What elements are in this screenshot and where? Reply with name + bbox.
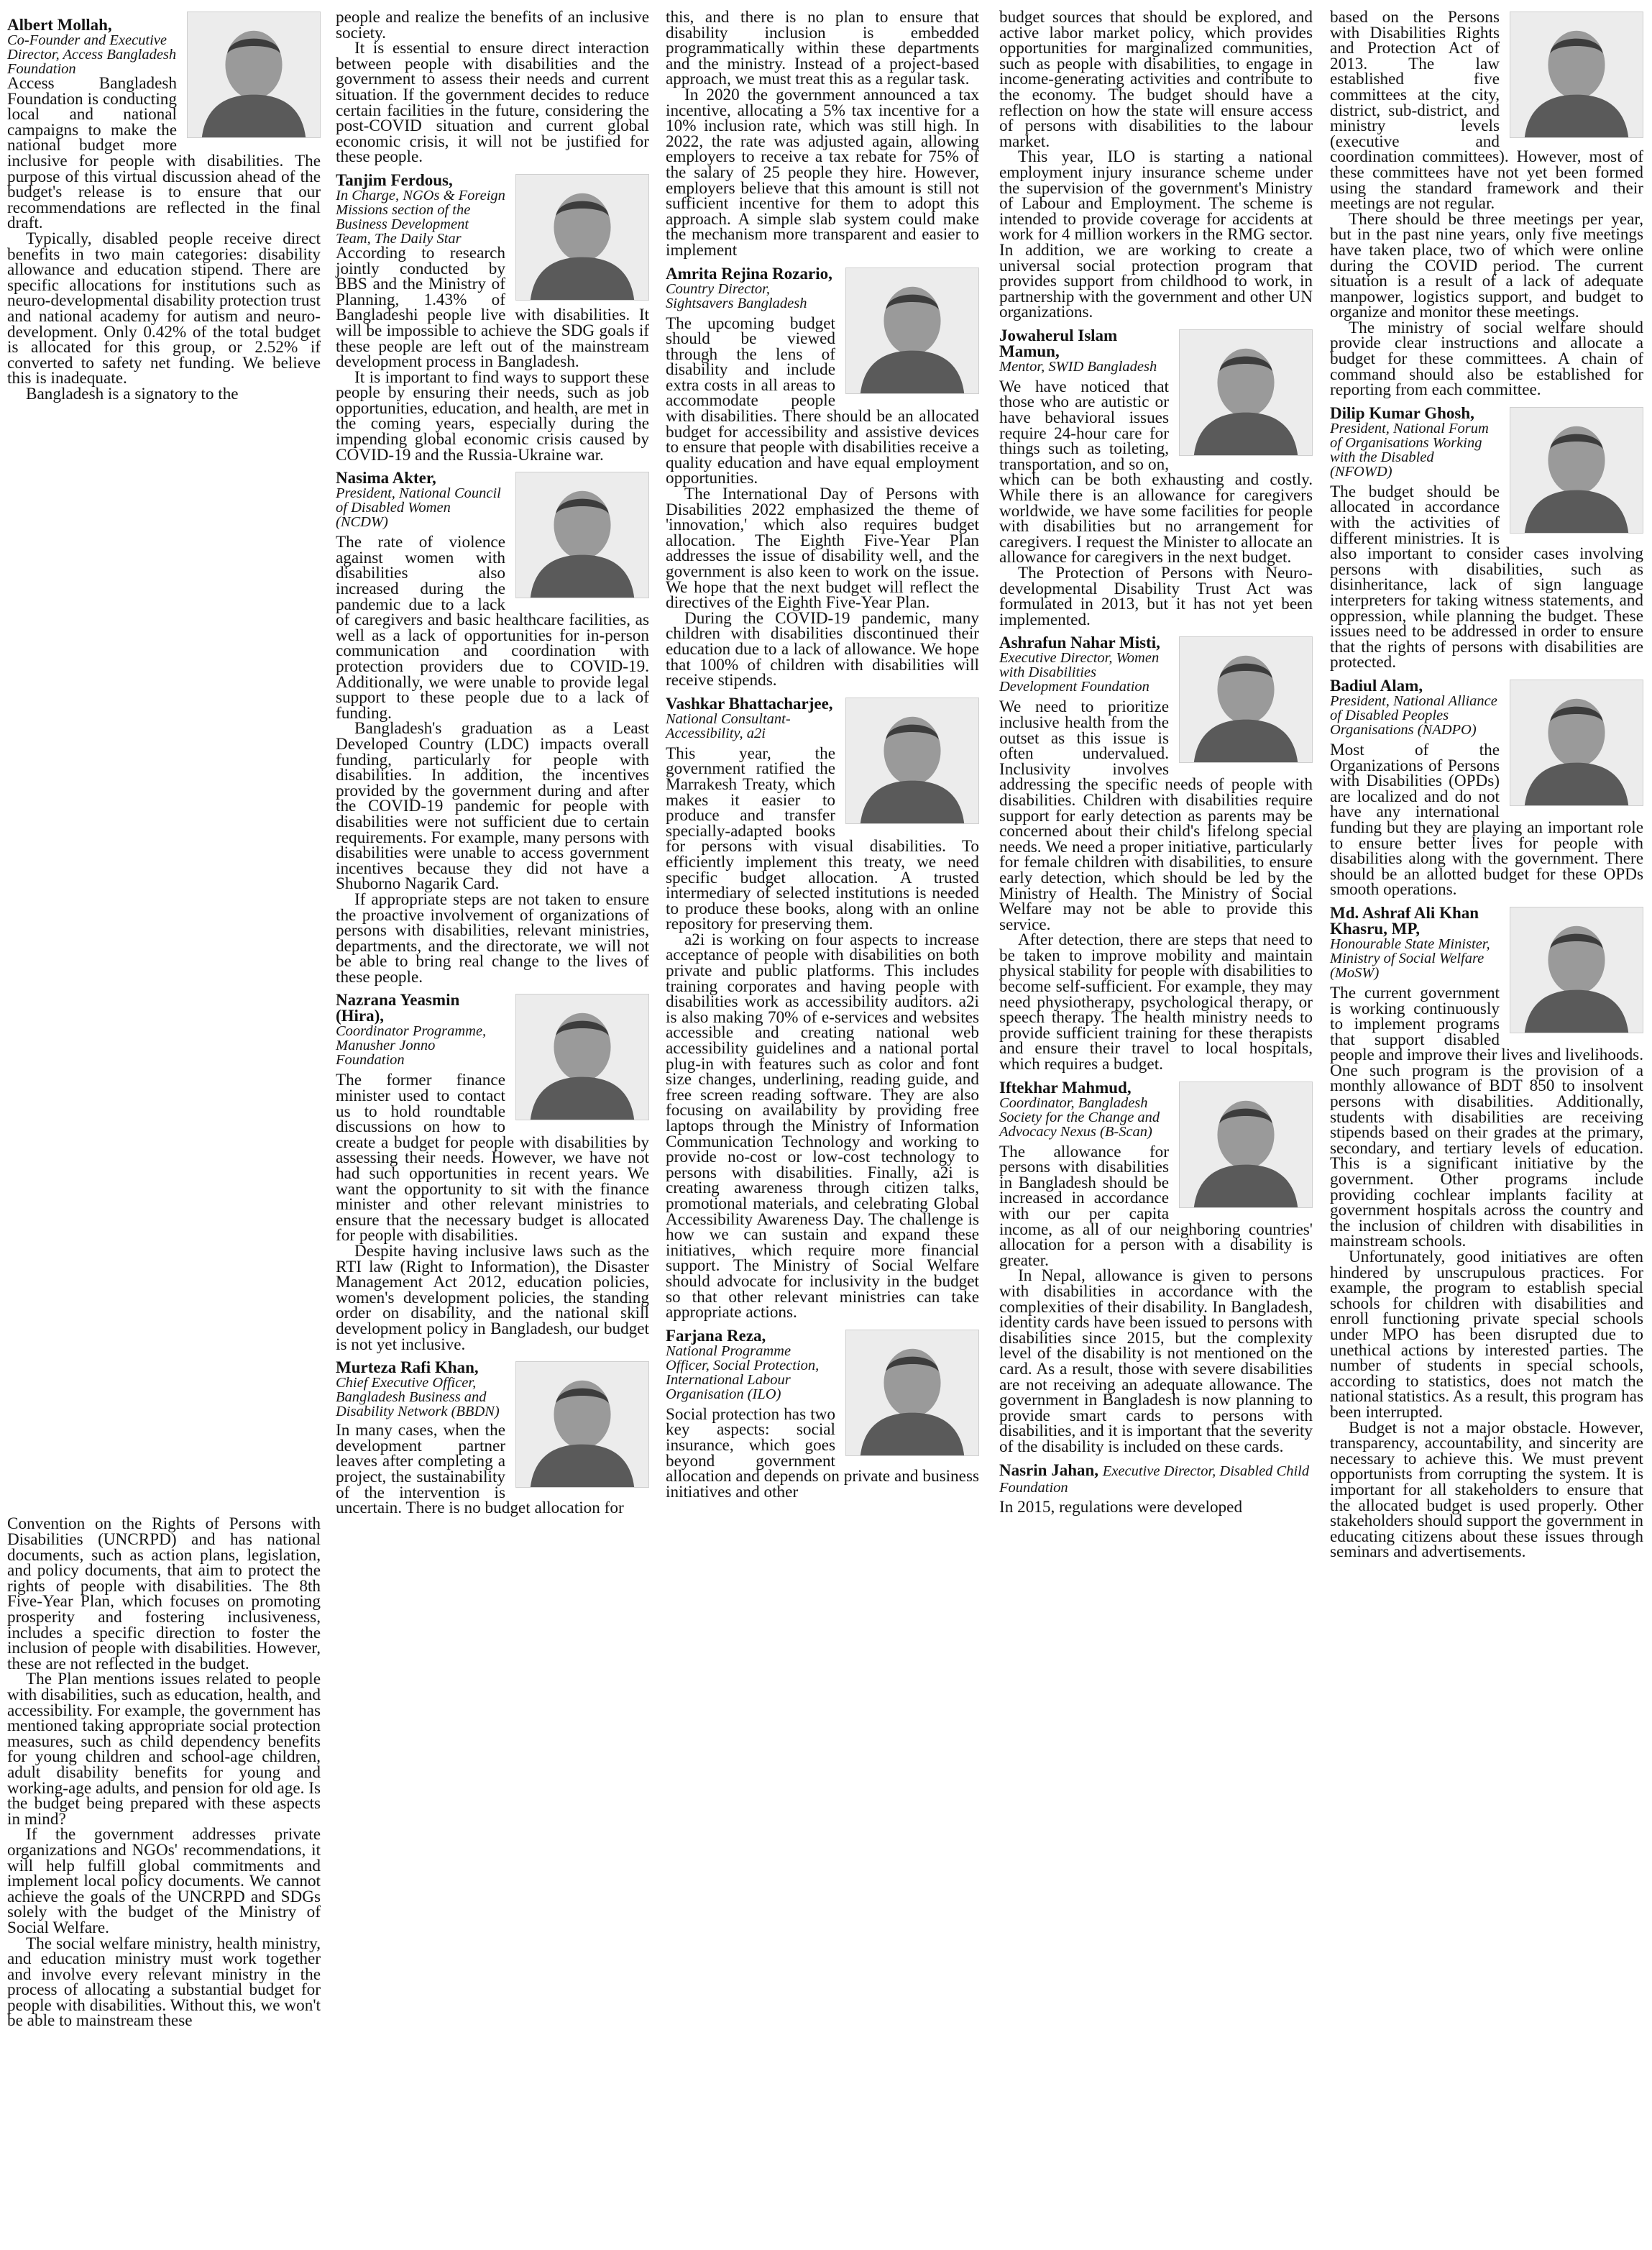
speaker-name: Md. Ashraf Ali Khan Khasru, MP, (1330, 903, 1479, 938)
speaker-role: Chief Executive Officer, Bangladesh Business and Disability Network (BBDN) (336, 1375, 500, 1420)
speaker-role: Country Director, Sightsavers Bangladesh (666, 280, 807, 311)
portrait-photo-amrita-rejina-rozario (845, 267, 979, 394)
column-3 (666, 10, 979, 1500)
paragraph: According to research jointly conducted by BBS and the Ministry of Planning, 1.43% of Bangladeshi people live with disabilities. It will be impossible to achieve the SDG goals if these people are left out of the mainstream development process in Bangladesh. (336, 243, 649, 372)
paragraph: The ministry of social welfare should provide clear instructions and allocate a budget for these committees. A chain of command should also be established for reporting from each committee. (1330, 318, 1643, 400)
paragraph: people and realize the benefits of an inclusive society. (336, 8, 649, 42)
speaker-name: Jowaherul Islam Mamun, (999, 326, 1118, 360)
portrait-photo-nasima-akter (515, 472, 649, 598)
paragraph: There should be three meetings per year, but in the past nine years, only five meetings have taken place, two of which were online during the COVID period. The current situation is a result of a lack of adequate manpower, logistics support, and budget to organize and monitor these meetings. (1330, 209, 1643, 322)
paragraph: Despite having inclusive laws such as the RTI law (Right to Information), the Disaster Management Act 2012, education policies, women's development policies, the standing order on disability, and the national skill development policy in Bangladesh, our budget is not yet inclusive. (336, 1242, 649, 1354)
portrait-photo-murteza-rafi-khan (515, 1361, 649, 1488)
paragraph: The Protection of Persons with Neuro-developmental Disability Trust Act was formulated in 2013, but it has not yet been implemented. (999, 564, 1313, 629)
portrait-photo-unnamed-speaker (1510, 12, 1643, 138)
paragraph: In 2020 the government announced a tax incentive, allocating a 5% tax incentive for a 10% inclusion rate, which was still high. In 2022, the rate was adjusted again, allowing employers to receive a tax rebate for 75% of the salary of 25 people they hire. However, employers believe that this amount is still not sufficient incentive for them to adopt this approach. A simple slab system could make the mechanism more transparent and easier to implement (666, 85, 979, 260)
paragraph: The current government is working continuously to implement programs that support disabled people and improve their lives and livelihoods. One such program is the provision of a monthly allowance of BDT 850 to insolvent persons with disabilities. Additionally, students with disabilities are receiving stipends based on their grades at the primary, secondary, and tertiary levels of education. This is a significant initiative by the government. Other programs include providing cochlear implants facility at government hospitals across the country and the inclusion of children with disabilities in mainstream schools. (1330, 983, 1643, 1251)
speaker-name: Farjana Reza, (666, 1326, 766, 1345)
speaker-role: National Consultant-Accessibility, a2i (666, 710, 791, 741)
paragraph: this, and there is no plan to ensure that disability inclusion is embedded programmatically within these departments and the ministry. Instead of a project-based approach, we must treat this as a regular task. (666, 8, 979, 89)
speaker-name: Albert Mollah, (7, 16, 112, 34)
paragraph: If appropriate steps are not taken to ensure the proactive involvement of organizations of persons with disabilities, relevant ministries, departments, and the directorate, we will not be able to bring real change to the lives of these people. (336, 890, 649, 987)
speaker-name: Amrita Rejina Rozario, (666, 264, 832, 283)
portrait-photo-farjana-reza (845, 1330, 979, 1456)
paragraph: Typically, disabled people receive direct benefits in two main categories: disability allowance and education stipend. There are specific allocations for institutions such as neuro-developmental disability protection trust and national academy for autism and neuro-development. Only 0.42% of the total budget is allocated for this group, or 2.52% if converted to safety net funding. We believe this is inadequate. (7, 229, 321, 388)
paragraph: a2i is working on four aspects to increase acceptance of people with disabilities on both private and public platforms. This includes training corporates and having people with disabilities work as accessibility auditors. a2i is also making 70% of e-services and websites accessible and creating national web accessibility guidelines and a national portal plug-in with features such as color and font size changes, underlining, reading guide, and free screen reading software. They are also focusing on availability by providing free laptops through the Ministry of Information Communication Technology and working to provide no-cost or low-cost technology to persons with disabilities. Finally, a2i is creating awareness through citizen talks, promotional materials, and celebrating Global Accessibility Awareness Day. The challenge is how we can sustain and expand these initiatives, which require more financial support. The Ministry of Social Welfare should advocate for inclusivity in the budget so that other relevant ministries can take appropriate actions. (666, 930, 979, 1322)
paragraph: Budget is not a major obstacle. However, transparency, accountability, and sincerity are necessary to achieve this. We must prevent opportunists from corrupting the system. It is important for all stakeholders to ensure that the allocated budget is used properly. Other stakeholders should support the government in educating citizens about these issues through seminars and advertisements. (1330, 1418, 1643, 1562)
portrait-photo-vashkar-bhattacharjee (845, 698, 979, 824)
speaker-role: President, National Council of Disabled Women (NCDW) (336, 485, 501, 531)
portrait-photo-badiul-alam (1510, 680, 1643, 806)
portrait-photo-nazrana-yeasmin (515, 994, 649, 1120)
paragraph: Convention on the Rights of Persons with Disabilities (UNCRPD) and has national documents, such as action plans, legislation, and policy documents, that aim to protect the rights of people with disabilities. The 8th Five-Year Plan, which focuses on promoting prosperity and fostering inclusiveness, includes a specific direction to foster the inclusion of people with disabilities. However, these are not reflected in the budget. (7, 1514, 321, 1673)
portrait-photo-ashraf-ali-khan-khasru (1510, 907, 1643, 1033)
paragraph: If the government addresses private organizations and NGOs' recommendations, it will help fulfill global commitments and implement local policy documents. We cannot achieve the goals of the UNCRPD and SDGs solely with the budget of the Ministry of Social Welfare. (7, 1825, 321, 1937)
portrait-photo-tanjim-ferdous (515, 174, 649, 301)
paragraph: In 2015, regulations were developed (999, 1497, 1243, 1517)
speaker-role: President, National Forum of Organisations Working with the Disabled (NFOWD) (1330, 420, 1489, 480)
paragraph: It is essential to ensure direct interaction between people with disabilities and the government to assess their needs and current situation. If the government decides to reduce certain facilities in the future, considering the post-COVID situation and current global economic crisis, it will not be justified for these people. (336, 39, 649, 167)
speaker-name: Murteza Rafi Khan, (336, 1358, 479, 1377)
paragraph: We have noticed that those who are autistic or have behavioral issues require 24-hour care for things such as toileting, transportation, and so on, which can be both exhausting and costly. While there is an allowance for caregivers worldwide, we have some facilities for people with disabilities but no arrangement for caregivers. I request the Minister to allocate an allowance for caregivers in the next budget. (999, 377, 1313, 567)
paragraph: This year, the government ratified the Marrakesh Treaty, which makes it easier to produce and transfer specially-adapted books for persons with visual disabilities. To efficiently implement this treaty, we need specific budget allocation. A trusted intermediary of selected institutions is needed to produce these books, along with an online repository for preserving them. (666, 744, 979, 934)
speaker-role: Executive Director, Disabled Child Foundation (999, 1463, 1310, 1496)
speaker-name: Ashrafun Nahar Misti, (999, 634, 1160, 652)
paragraph: This year, ILO is starting a national employment injury insurance scheme under the supervision of the government's Ministry of Labour and Employment. The scheme is intended to provide coverage for accidents at work for 4 million workers in the RMG sector. In addition, we are working to create a universal social protection program that provides support from childhood to work, in partnership with the government and other UN organizations. (999, 147, 1313, 322)
speaker-name: Badiul Alam, (1330, 676, 1423, 695)
paragraph: Unfortunately, good initiatives are often hindered by unscrupulous practices. For example, the program to establish special schools for children with disabilities and enroll functioning private special schools under MPO has been disrupted due to unethical actions by interested parties. The number of students in special schools, according to statistics, does not match the national statistics. As a result, this program has been interrupted. (1330, 1248, 1643, 1422)
paragraph: In many cases, when the development partner leaves after completing a project, the sustainability of the intervention is uncertain. There is no budget allocation for (336, 1421, 624, 1518)
speaker-role: National Programme Officer, Social Protection, International Labour Organisation (ILO) (666, 1343, 820, 1402)
paragraph: Bangladesh is a signatory to the (26, 384, 239, 403)
paragraph: budget sources that should be explored, and active labor market policy, which provides opportunities for marginalized communities, such as people with disabilities, to engage in income-generating activities and contribute to the economy. The budget should have a reflection on how the state will ensure access of persons with disabilities to the labour market. (999, 8, 1313, 151)
portrait-photo-dilip-kumar-ghosh (1510, 407, 1643, 534)
speaker-name: Iftekhar Mahmud, (999, 1078, 1132, 1097)
speaker-name: Nazrana Yeasmin (Hira), (336, 991, 460, 1025)
speaker-role: Executive Director, Women with Disabilities Development Foundation (999, 650, 1160, 695)
portrait-photo-albert-mollah (187, 12, 321, 138)
speaker-role: Co-Founder and Executive Director, Access Bangladesh Foundation (7, 32, 177, 77)
paragraph: Access Bangladesh Foundation is conducting local and national campaigns to make the national budget more inclusive for people with disabilities. The purpose of this virtual discussion ahead of the budget's release is to ensure that our recommendations are reflected in the final draft. (7, 74, 321, 233)
column-2 (336, 10, 649, 1517)
speaker-name: Vashkar Bhattacharjee, (666, 694, 833, 713)
blank-column-area (7, 402, 321, 1517)
paragraph: based on the Persons with Disabilities Rights and Protection Act of 2013. The law established five committees at the city, district, sub-district, and ministry levels (executive and coordination committees). However, most of these committees have not yet been formed using the standard framework and their meetings are not regular. (1330, 8, 1643, 214)
paragraph: We need to prioritize inclusive health from the outset as this issue is often undervalued. Inclusivity involves addressing the specific needs of people with disabilities. Children with disabilities require support for early detection as parents may be concerned about their child's lifelong special needs. We need a proper initiative, particularly for female children with disabilities, to ensure early detection, which should be led by the Ministry of Health. The Ministry of Social Welfare may not be able to provide this service. (999, 698, 1313, 934)
column-1 (7, 10, 321, 2029)
speaker-name: Dilip Kumar Ghosh, (1330, 403, 1474, 422)
speaker-name (999, 1460, 1313, 1496)
speaker-role: Honourable State Minister, Ministry of Social Welfare (MoSW) (1330, 936, 1490, 981)
column-4 (999, 10, 1313, 1515)
paragraph: The rate of violence against women with disabilities also increased during the pandemic due to a lack of caregivers and basic healthcare facilities, as well as a lack of opportunities for in-person communication and coordination with protection providers due to COVID-19. Additionally, we were unable to provide legal support to these people due to a lack of funding. (336, 533, 649, 723)
speaker-role: Coordinator Programme, Manusher Jonno Foundation (336, 1023, 487, 1069)
paragraph: The allowance for persons with disabilities in Bangladesh should be increased in accordance with our per capita income, as all of our neighboring countries' allocation for a person with a disability is greater. (999, 1142, 1313, 1270)
paragraph: The former finance minister used to contact us to hold roundtable discussions on how to create a budget for people with disabilities by assessing their needs. However, we have not had such opportunities in recent years. We want the opportunity to sit with the finance minister and other relevant ministries to ensure that the necessary budget is allocated for people with disabilities. (336, 1071, 649, 1245)
speaker-name: Nasima Akter, (336, 469, 436, 488)
portrait-photo-jowaherul-islam-mamun (1179, 329, 1313, 456)
paragraph: The budget should be allocated in accordance with the activities of different ministries. It is also important to consider cases involving persons with disabilities, such as disinheritance, lack of sign language interpreters for taking witness statements, and oppression, while planning the budget. These issues need to be addressed in order to ensure that the rights of persons with disabilities are protected. (1330, 482, 1643, 672)
paragraph: Most of the Organizations of Persons with Disabilities (OPDs) are localized and do not have any international funding but they are playing an important role to ensure better lives for people with disabilities along with the government. There should be an allotted budget for these OPDs smooth operations. (1330, 740, 1643, 900)
portrait-photo-ashrafun-nahar-misti (1179, 636, 1313, 763)
speaker-role: President, National Alliance of Disabled Peoples Organisations (NADPO) (1330, 692, 1497, 738)
paragraph: The social welfare ministry, health ministry, and education ministry must work together and involve every relevant ministry in the process of allocating a substantial budget for people with disabilities. Without this, we won't be able to mainstream these (7, 1934, 321, 2031)
paragraph: During the COVID-19 pandemic, many children with disabilities discontinued their education due to a lack of allowance. We hope that 100% of children with disabilities will receive stipends. (666, 608, 979, 690)
speaker-role: In Charge, NGOs & Foreign Missions section of the Business Development Team, The Daily Star (336, 187, 505, 247)
paragraph: The Plan mentions issues related to people with disabilities, such as education, health, and accessibility. For example, the government has mentioned taking appropriate social protection measures, such as child dependency benefits for young children and school-age children, adult disability benefits for young and working-age adults, and pension for old age. Is the budget being prepared with these aspects in mind? (7, 1670, 321, 1829)
paragraph: It is important to find ways to support these people by ensuring their needs, such as job opportunities, education, and health, are met in the coming years, especially during the impending global economic crisis caused by COVID-19 and the Russia-Ukraine war. (336, 367, 649, 465)
paragraph: Bangladesh's graduation as a Least Developed Country (LDC) impacts overall funding, particularly for people with disabilities. In addition, the incentives provided by the government during and after the COVID-19 pandemic for people with disabilities were not sufficient due to certain requirements. For example, many persons with disabilities were unable to access government incentives because they did not have a Shuborno Nagarik Card. (336, 719, 649, 894)
paragraph: In Nepal, allowance is given to persons with disabilities in accordance with the complexities of their disability. In Bangladesh, identity cards have been issued to persons with disabilities since 2015, but the complexity level of the disability is not mentioned on the card. As a result, those with severe disabilities are not receiving an adequate allowance. The government in Bangladesh is now planning to provide smart cards to persons with disabilities, and it is important that the severity of the disability is included on these cards. (999, 1266, 1313, 1456)
portrait-photo-iftekhar-mahmud (1179, 1081, 1313, 1208)
paragraph: The International Day of Persons with Disabilities 2022 emphasized the theme of 'innovation,' which also requires budget allocation. The Eighth Five-Year Plan addresses the issue of disability well, and the government is also keen to work on the issue. We hope that the next budget will reflect the directives of the Eighth Five-Year Plan. (666, 485, 979, 613)
paragraph: Social protection has two key aspects: social insurance, which goes beyond government allocation and depends on private and business initiatives and other (666, 1404, 979, 1501)
paragraph: After detection, there are steps that need to be taken to improve mobility and maintain physical stability for people with disabilities to become self-sufficient. For example, they may need physiotherapy, psychological therapy, or speech therapy. The health ministry needs to provide sufficient training for these therapists and ensure their travel to local hospitals, which requires a budget. (999, 930, 1313, 1074)
speaker-role: Mentor, SWID Bangladesh (999, 358, 1157, 375)
speaker-name-text: Nasrin Jahan, (999, 1460, 1099, 1479)
speaker-name: Tanjim Ferdous, (336, 170, 453, 189)
column-5 (1330, 10, 1643, 1560)
paragraph: The upcoming budget should be viewed through the lens of disability and include extra costs in all areas to accommodate people with disabilities. There should be an allocated budget for accessibility and assistive devices to ensure that people with disabilities receive a quality education and have equal employment opportunities. (666, 314, 979, 488)
speaker-role: Coordinator, Bangladesh Society for the Change and Advocacy Nexus (B-Scan) (999, 1094, 1160, 1140)
